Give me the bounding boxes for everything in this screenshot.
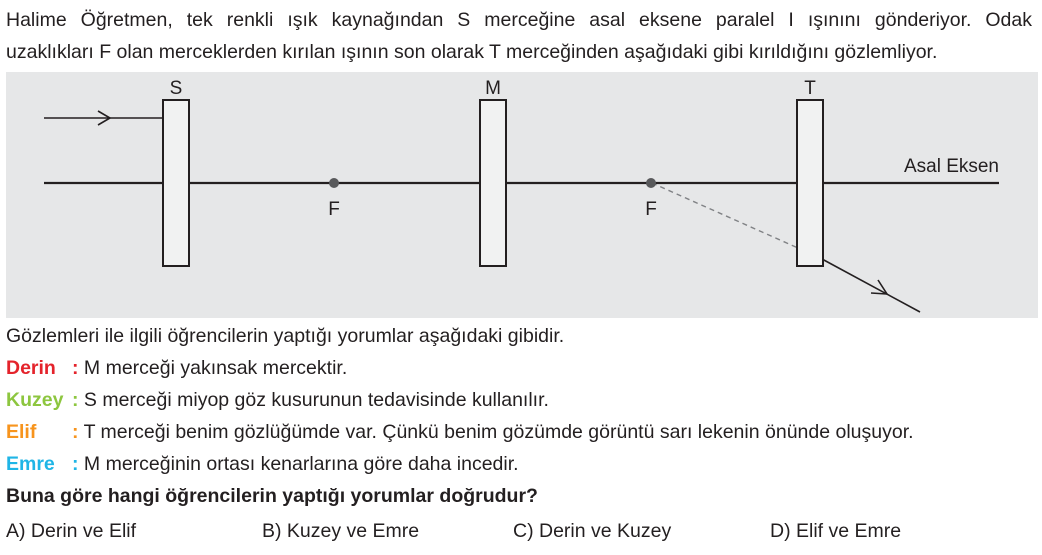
comment-emre (6, 452, 519, 476)
comment-text: T merceği benim gözlüğümde var. Çünkü benim gözümde görüntü sarı lekenin önünde oluşuyor. (83, 421, 914, 443)
choice-d[interactable]: D) Elif ve Emre (770, 520, 902, 542)
focal-label-1: F (328, 199, 340, 220)
lens-m-label: M (485, 78, 501, 99)
refracted-ray (822, 259, 920, 312)
dashed-ray-extension (652, 183, 798, 248)
comment-text: S merceği miyop göz kusurunun tedavisinde kullanılır. (83, 389, 549, 411)
optics-diagram (6, 72, 1038, 318)
question-intro (6, 4, 1032, 68)
focal-label-2: F (645, 199, 657, 220)
comment-derin (6, 356, 347, 380)
student-colon: : (72, 389, 79, 411)
student-name: Elif (6, 421, 37, 443)
student-name: Kuzey (6, 389, 64, 411)
answer-choices (6, 520, 1036, 546)
lens-t-label: T (804, 78, 816, 99)
choice-a[interactable]: A) Derin ve Elif (6, 520, 137, 542)
student-colon: : (72, 357, 79, 379)
student-name: Derin (6, 357, 56, 379)
student-colon: : (72, 421, 79, 443)
student-name: Emre (6, 453, 55, 475)
intro-line-1: Halime Öğretmen, tek renkli ışık kaynağından S merceğine asal eksene paralel I ışınını gönderiyor. Odak (6, 9, 1032, 31)
student-colon: : (72, 453, 79, 475)
lens-m (480, 100, 506, 266)
focal-point-2 (646, 178, 656, 188)
comment-elif (6, 420, 914, 444)
choice-c[interactable]: C) Derin ve Kuzey (513, 520, 672, 542)
focal-point-1 (329, 178, 339, 188)
intro-line-2: uzaklıkları F olan merceklerden kırılan ışının son olarak T merceğinden aşağıdaki gibi kırıldığını gözlemliyor. (6, 41, 938, 63)
lens-diagram-svg (6, 72, 1038, 318)
principal-axis-label: Asal Eksen (903, 156, 999, 177)
question-stem: Buna göre hangi öğrencilerin yaptığı yorumlar doğrudur? (6, 485, 538, 507)
choice-b[interactable]: B) Kuzey ve Emre (262, 520, 420, 542)
observations-prompt: Gözlemleri ile ilgili öğrencilerin yaptığı yorumlar aşağıdaki gibidir. (6, 325, 565, 347)
comment-kuzey (6, 388, 549, 412)
lens-s-label: S (169, 78, 183, 99)
comment-text: M merceğinin ortası kenarlarına göre daha incedir. (83, 453, 519, 475)
lens-s (163, 100, 189, 266)
comment-text: M merceği yakınsak mercektir. (83, 357, 348, 379)
lens-t (797, 100, 823, 266)
